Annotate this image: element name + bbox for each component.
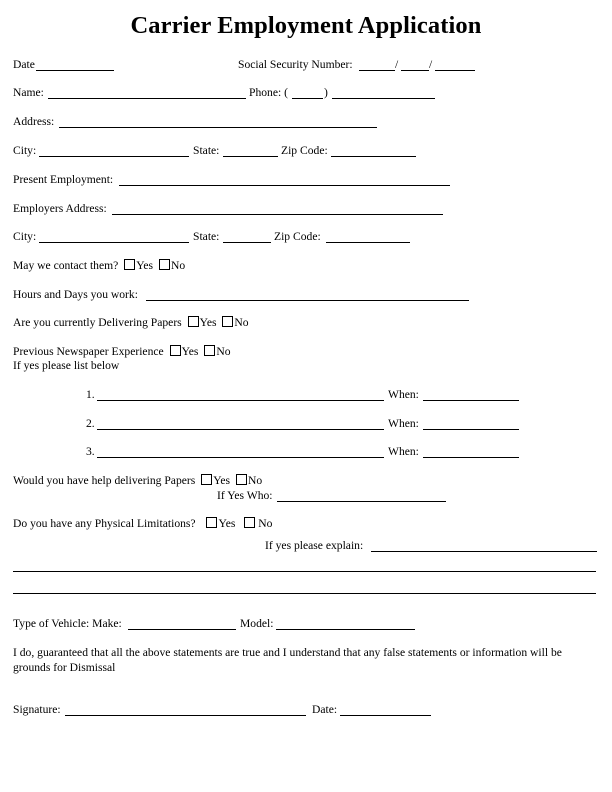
experience-item-1-when-field[interactable]: [423, 400, 519, 401]
ssn-label: Social Security Number:: [238, 58, 353, 71]
employer-zip-field[interactable]: [326, 242, 410, 243]
item-number: 2.: [86, 417, 95, 430]
when-label: When:: [388, 417, 419, 430]
name-label: Name:: [13, 86, 44, 99]
state-field[interactable]: [223, 156, 278, 157]
help-yes-checkbox[interactable]: [201, 474, 212, 485]
date-label: Date: [13, 58, 35, 71]
limitations-yes-checkbox[interactable]: [206, 517, 217, 528]
form-title: Carrier Employment Application: [130, 12, 482, 39]
hours-field[interactable]: [146, 300, 469, 301]
present-employment-label: Present Employment:: [13, 173, 114, 186]
experience-item-2-when-field[interactable]: [423, 429, 519, 430]
address-field[interactable]: [59, 127, 377, 128]
delivering-label: Are you currently Delivering Papers: [13, 316, 182, 329]
may-contact-no-checkbox[interactable]: [159, 259, 170, 270]
employers-address-label: Employers Address:: [13, 202, 107, 215]
phone-paren: ): [324, 86, 328, 99]
zip-label: Zip Code:: [281, 144, 328, 157]
no-label: No: [170, 259, 186, 272]
if-yes-who-field[interactable]: [277, 501, 446, 502]
signature-label: Signature:: [13, 703, 61, 716]
item-number: 3.: [86, 445, 95, 458]
employer-zip-label: Zip Code:: [274, 230, 321, 243]
delivering-no-checkbox[interactable]: [222, 316, 233, 327]
if-yes-who-label: If Yes Who:: [217, 489, 273, 502]
vehicle-make-label: Type of Vehicle: Make:: [13, 617, 122, 630]
experience-item-3-field[interactable]: [97, 457, 384, 458]
employer-city-label: City:: [13, 230, 37, 243]
ssn-separator: /: [429, 58, 433, 71]
if-yes-explain-label: If yes please explain:: [265, 539, 364, 552]
signature-field[interactable]: [65, 715, 306, 716]
ssn-field-part1[interactable]: [359, 70, 395, 71]
phone-number-field[interactable]: [332, 98, 435, 99]
employer-city-field[interactable]: [39, 242, 189, 243]
certification-statement: I do, guaranteed that all the above statements are true and I understand that any false statements or information will be grounds for Dismissal: [13, 646, 562, 674]
yes-label: Yes: [213, 474, 231, 487]
ssn-field-part3[interactable]: [435, 70, 475, 71]
physical-limitations-label: Do you have any Physical Limitations?: [13, 517, 196, 530]
yes-label: Yes: [199, 316, 217, 329]
vehicle-model-field[interactable]: [276, 629, 415, 630]
experience-item-2-field[interactable]: [97, 429, 384, 430]
no-label: No: [216, 345, 231, 358]
no-label: No: [258, 517, 273, 530]
explain-field-line-1[interactable]: [371, 551, 597, 552]
state-label: State:: [193, 144, 220, 157]
if-yes-list-label: If yes please list below: [13, 359, 120, 372]
address-label: Address:: [13, 115, 55, 128]
city-label: City:: [13, 144, 37, 157]
explain-field-line-3[interactable]: [13, 593, 596, 594]
name-field[interactable]: [48, 98, 246, 99]
no-label: No: [234, 316, 249, 329]
explain-field-line-2[interactable]: [13, 571, 596, 572]
no-label: No: [247, 474, 263, 487]
experience-item-3-when-field[interactable]: [423, 457, 519, 458]
experience-no-checkbox[interactable]: [204, 345, 215, 356]
phone-label: Phone: (: [249, 86, 288, 99]
employer-state-field[interactable]: [223, 242, 271, 243]
zip-field[interactable]: [331, 156, 416, 157]
item-number: 1.: [86, 388, 95, 401]
delivering-yes-checkbox[interactable]: [188, 316, 199, 327]
help-no-checkbox[interactable]: [236, 474, 247, 485]
may-contact-label: May we contact them?: [13, 259, 119, 272]
signature-date-field[interactable]: [340, 715, 431, 716]
present-employment-field[interactable]: [119, 185, 450, 186]
vehicle-model-label: Model:: [240, 617, 274, 630]
previous-experience-label: Previous Newspaper Experience: [13, 345, 164, 358]
when-label: When:: [388, 388, 419, 401]
experience-yes-checkbox[interactable]: [170, 345, 181, 356]
may-contact-yes-checkbox[interactable]: [124, 259, 135, 270]
city-field[interactable]: [39, 156, 189, 157]
help-delivering-label: Would you have help delivering Papers: [13, 474, 196, 487]
phone-area-code-field[interactable]: [292, 98, 323, 99]
hours-label: Hours and Days you work:: [13, 288, 138, 301]
vehicle-make-field[interactable]: [128, 629, 236, 630]
yes-label: Yes: [136, 259, 154, 272]
signature-date-label: Date:: [312, 703, 338, 716]
employer-state-label: State:: [193, 230, 220, 243]
yes-label: Yes: [181, 345, 199, 358]
employers-address-field[interactable]: [112, 214, 443, 215]
date-field[interactable]: [36, 70, 114, 71]
limitations-no-checkbox[interactable]: [244, 517, 255, 528]
experience-item-1-field[interactable]: [97, 400, 384, 401]
when-label: When:: [388, 445, 419, 458]
ssn-field-part2[interactable]: [401, 70, 429, 71]
yes-label: Yes: [218, 517, 236, 530]
ssn-separator: /: [395, 58, 399, 71]
